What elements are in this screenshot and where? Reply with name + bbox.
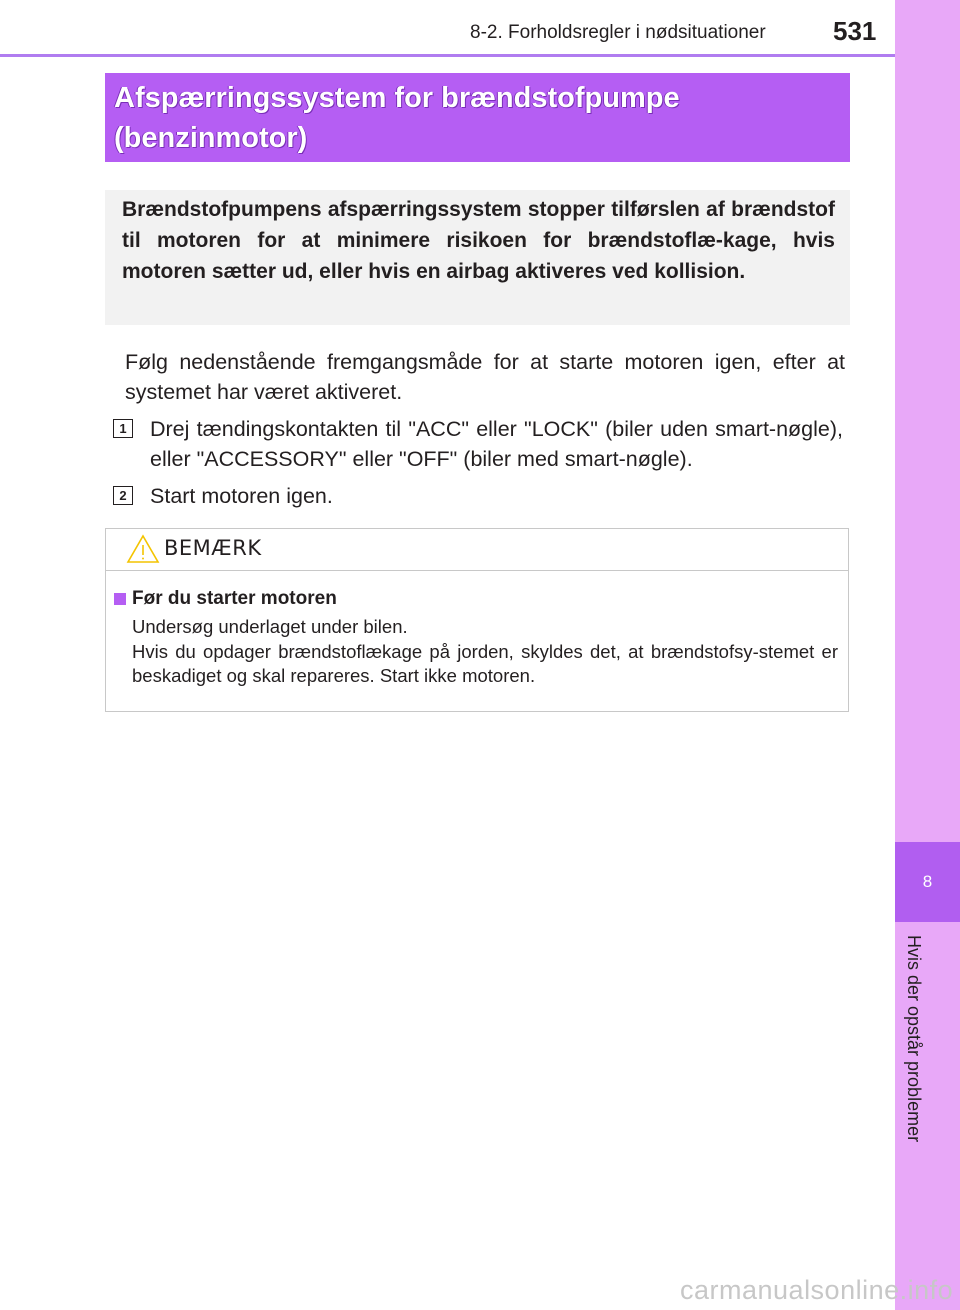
body-paragraph: Følg nedenstående fremgangsmåde for at starte motoren igen, efter at systemet har været aktiveret.	[125, 350, 845, 404]
title-bar	[105, 73, 850, 162]
note-subheading	[114, 588, 337, 610]
note-box	[105, 528, 849, 712]
step-text: Drej tændingskontakten til "ACC" eller "LOCK" (biler uden smart-nøgle), eller "ACCESSORY" eller "OFF" (biler med smart-nøgle).	[150, 417, 843, 471]
note-header	[106, 529, 848, 571]
square-bullet-icon	[114, 593, 126, 605]
page-title-line-1: Afspærringssystem for brændstofpumpe	[114, 82, 680, 114]
section-title: 8-2. Forholdsregler i nødsituationer	[470, 22, 766, 43]
warning-triangle-icon	[126, 534, 160, 564]
intro-text: Brændstofpumpens afspærringssystem stopper tilførslen af brændstof til motoren for at minimere risikoen for brændstoflæ-kage, hvis motoren sætter ud, eller hvis en airbag aktiveres ved kollision.	[122, 198, 835, 283]
step-number-badge: 2	[113, 486, 133, 505]
chapter-label: Hvis der opstår problemer	[904, 935, 924, 1143]
step-number-badge: 1	[113, 419, 133, 438]
note-line: Hvis du opdager brændstoflækage på jorden, skyldes det, at brændstofsy-stemet er beskadiget og skal repareres. Start ikke motoren.	[132, 640, 838, 686]
page-title	[114, 78, 834, 158]
chapter-number-tab[interactable]: 8	[895, 842, 960, 922]
watermark: carmanualsonline.info	[680, 1275, 954, 1305]
step-text: Start motoren igen.	[150, 484, 333, 508]
note-body	[132, 615, 838, 689]
page-title-line-2: (benzinmotor)	[114, 122, 308, 154]
note-line: Undersøg underlaget under bilen.	[132, 616, 408, 637]
note-subheading-text: Før du starter motoren	[132, 588, 337, 609]
page-number: 531	[833, 16, 877, 46]
intro-box	[105, 190, 850, 325]
header-divider	[0, 54, 895, 57]
note-label: BEMÆRK	[164, 536, 262, 560]
